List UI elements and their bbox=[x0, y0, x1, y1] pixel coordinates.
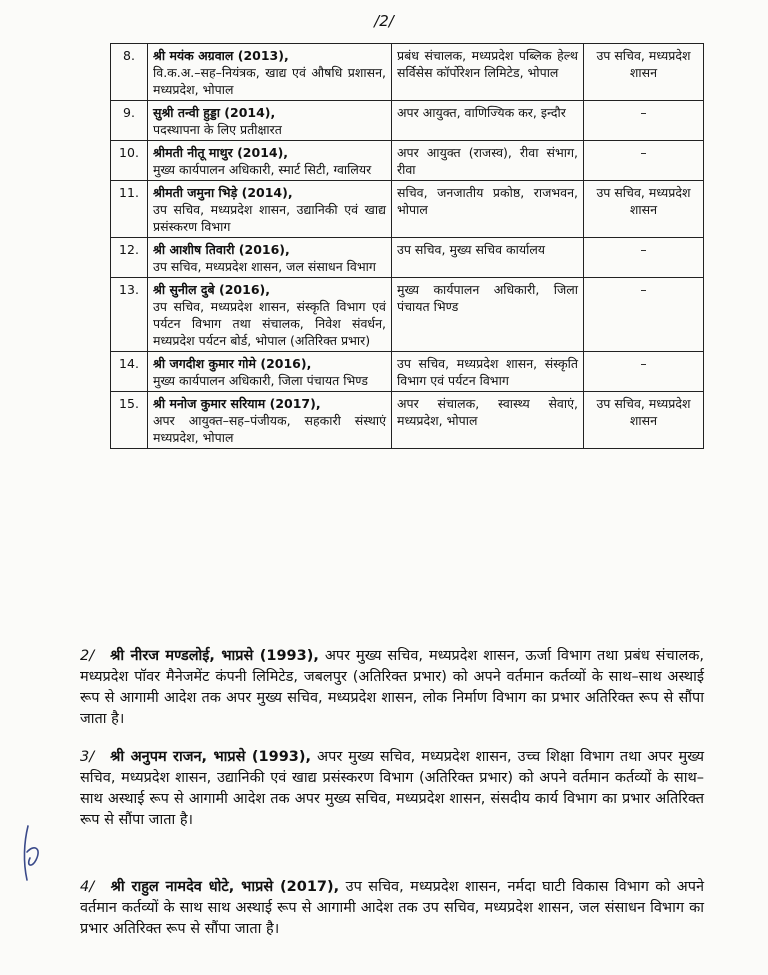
officer-name: श्री मयंक अग्रवाल (2013), bbox=[153, 48, 289, 63]
additional-charge: – bbox=[584, 141, 704, 181]
officer-cell bbox=[148, 44, 392, 101]
serial-number: 9. bbox=[111, 101, 148, 141]
page-number: /2/ bbox=[374, 12, 394, 30]
current-posting: पदस्थापना के लिए प्रतीक्षारत bbox=[153, 122, 282, 137]
paragraph-text: अपर मुख्य सचिव, मध्यप्रदेश शासन, ऊर्जा विभाग तथा प्रबंध संचालक, मध्यप्रदेश पॉवर मैनेजमेंट कंपनी लिमिटेड, जबलपुर (अतिरिक्त प्रभार) को अपने वर्तमान कर्तव्यों के साथ–साथ अस्थाई रूप से आगामी आदेश तक अपर मुख्य सचिव, मध्यप्रदेश शासन, लोक निर्माण विभाग का प्रभार अतिरिक्त रूप से सौंपा जाता है। bbox=[80, 648, 705, 727]
table-row bbox=[111, 352, 704, 392]
officer-name: श्रीमती जमुना भिड़े (2014), bbox=[153, 185, 293, 200]
officer-name: सुश्री तन्वी हुड्डा (2014), bbox=[153, 105, 276, 120]
serial-number: 14. bbox=[111, 352, 148, 392]
officer-name: श्री मनोज कुमार सरियाम (2017), bbox=[153, 396, 321, 411]
serial-number: 12. bbox=[111, 238, 148, 278]
current-posting: उप सचिव, मध्यप्रदेश शासन, जल संसाधन विभाग bbox=[153, 259, 376, 274]
new-posting: मुख्य कार्यपालन अधिकारी, जिला पंचायत भिण्ड bbox=[392, 278, 584, 352]
new-posting: अपर आयुक्त (राजस्व), रीवा संभाग, रीवा bbox=[392, 141, 584, 181]
additional-charge: – bbox=[584, 101, 704, 141]
serial-number: 10. bbox=[111, 141, 148, 181]
serial-number: 8. bbox=[111, 44, 148, 101]
paragraph-number: 3/ bbox=[80, 749, 95, 765]
order-paragraph bbox=[80, 877, 704, 940]
new-posting: सचिव, जनजातीय प्रकोष्ठ, राजभवन, भोपाल bbox=[392, 181, 584, 238]
table-row bbox=[111, 238, 704, 278]
new-posting: अपर संचालक, स्वास्थ्य सेवाएं, मध्यप्रदेश, भोपाल bbox=[392, 392, 584, 449]
serial-number: 11. bbox=[111, 181, 148, 238]
paragraph-officer-name: श्री राहुल नामदेव धोटे, भाप्रसे (2017), bbox=[110, 879, 340, 895]
serial-number: 15. bbox=[111, 392, 148, 449]
new-posting: अपर आयुक्त, वाणिज्यिक कर, इन्दौर bbox=[392, 101, 584, 141]
officer-cell bbox=[148, 352, 392, 392]
current-posting: उप सचिव, मध्यप्रदेश शासन, संस्कृति विभाग एवं पर्यटन विभाग तथा संचालक, निवेश संवर्धन, मध्यप्रदेश पर्यटन बोर्ड, भोपाल (अतिरिक्त प्रभार) bbox=[153, 299, 386, 348]
officer-cell bbox=[148, 181, 392, 238]
new-posting: उप सचिव, मध्यप्रदेश शासन, संस्कृति विभाग एवं पर्यटन विभाग bbox=[392, 352, 584, 392]
paragraph-number: 4/ bbox=[80, 879, 95, 895]
additional-charge: उप सचिव, मध्यप्रदेश शासन bbox=[584, 392, 704, 449]
paragraph-officer-name: श्री नीरज मण्डलोई, भाप्रसे (1993), bbox=[110, 648, 319, 664]
officer-cell bbox=[148, 141, 392, 181]
current-posting: वि.क.अ.–सह–नियंत्रक, खाद्य एवं औषधि प्रशासन, मध्यप्रदेश, भोपाल bbox=[153, 65, 386, 97]
paragraph-officer-name: श्री अनुपम राजन, भाप्रसे (1993), bbox=[110, 749, 312, 765]
transfer-table bbox=[110, 43, 704, 449]
current-posting: उप सचिव, मध्यप्रदेश शासन, उद्यानिकी एवं खाद्य प्रसंस्करण विभाग bbox=[153, 202, 386, 234]
order-paragraph bbox=[80, 646, 704, 730]
serial-number: 13. bbox=[111, 278, 148, 352]
officer-name: श्री जगदीश कुमार गोमे (2016), bbox=[153, 356, 312, 371]
officer-name: श्री आशीष तिवारी (2016), bbox=[153, 242, 290, 257]
officer-cell bbox=[148, 278, 392, 352]
table-row bbox=[111, 44, 704, 101]
additional-charge: – bbox=[584, 278, 704, 352]
new-posting: उप सचिव, मुख्य सचिव कार्यालय bbox=[392, 238, 584, 278]
initials-signature bbox=[18, 822, 46, 884]
additional-charge: उप सचिव, मध्यप्रदेश शासन bbox=[584, 181, 704, 238]
current-posting: अपर आयुक्त–सह–पंजीयक, सहकारी संस्थाएं मध्यप्रदेश, भोपाल bbox=[153, 413, 386, 445]
table-row bbox=[111, 278, 704, 352]
officer-cell bbox=[148, 101, 392, 141]
order-paragraph bbox=[80, 747, 704, 831]
new-posting: प्रबंध संचालक, मध्यप्रदेश पब्लिक हेल्थ सर्विसेस कॉर्पोरेशन लिमिटेड, भोपाल bbox=[392, 44, 584, 101]
table-row bbox=[111, 141, 704, 181]
paragraph-text: उप सचिव, मध्यप्रदेश शासन, नर्मदा घाटी विकास विभाग को अपने वर्तमान कर्तव्यों के साथ साथ अस्थाई रूप से आगामी आदेश तक उप सचिव, मध्यप्रदेश शासन, जल संसाधन विभाग का प्रभार अतिरिक्त रूप से सौंपा जाता है। bbox=[80, 879, 705, 937]
paragraph-number: 2/ bbox=[80, 648, 95, 664]
table-row bbox=[111, 181, 704, 238]
current-posting: मुख्य कार्यपालन अधिकारी, जिला पंचायत भिण्ड bbox=[153, 373, 368, 388]
table-row bbox=[111, 392, 704, 449]
current-posting: मुख्य कार्यपालन अधिकारी, स्मार्ट सिटी, ग्वालियर bbox=[153, 162, 372, 177]
table-row bbox=[111, 101, 704, 141]
additional-charge: उप सचिव, मध्यप्रदेश शासन bbox=[584, 44, 704, 101]
officer-cell bbox=[148, 392, 392, 449]
officer-name: श्रीमती नीतू माथुर (2014), bbox=[153, 145, 289, 160]
additional-charge: – bbox=[584, 238, 704, 278]
paragraph-text: अपर मुख्य सचिव, मध्यप्रदेश शासन, उच्च शिक्षा विभाग तथा अपर मुख्य सचिव, मध्यप्रदेश शासन, उद्यानिकी एवं खाद्य प्रसंस्करण विभाग (अतिरिक्त प्रभार) को अपने वर्तमान कर्तव्यों के साथ–साथ अस्थाई रूप से आगामी आदेश तक अपर मुख्य सचिव, मध्यप्रदेश शासन, संसदीय कार्य विभाग का प्रभार अतिरिक्त रूप से सौंपा जाता है। bbox=[80, 749, 705, 828]
officer-cell bbox=[148, 238, 392, 278]
officer-name: श्री सुनील दुबे (2016), bbox=[153, 282, 270, 297]
additional-charge: – bbox=[584, 352, 704, 392]
